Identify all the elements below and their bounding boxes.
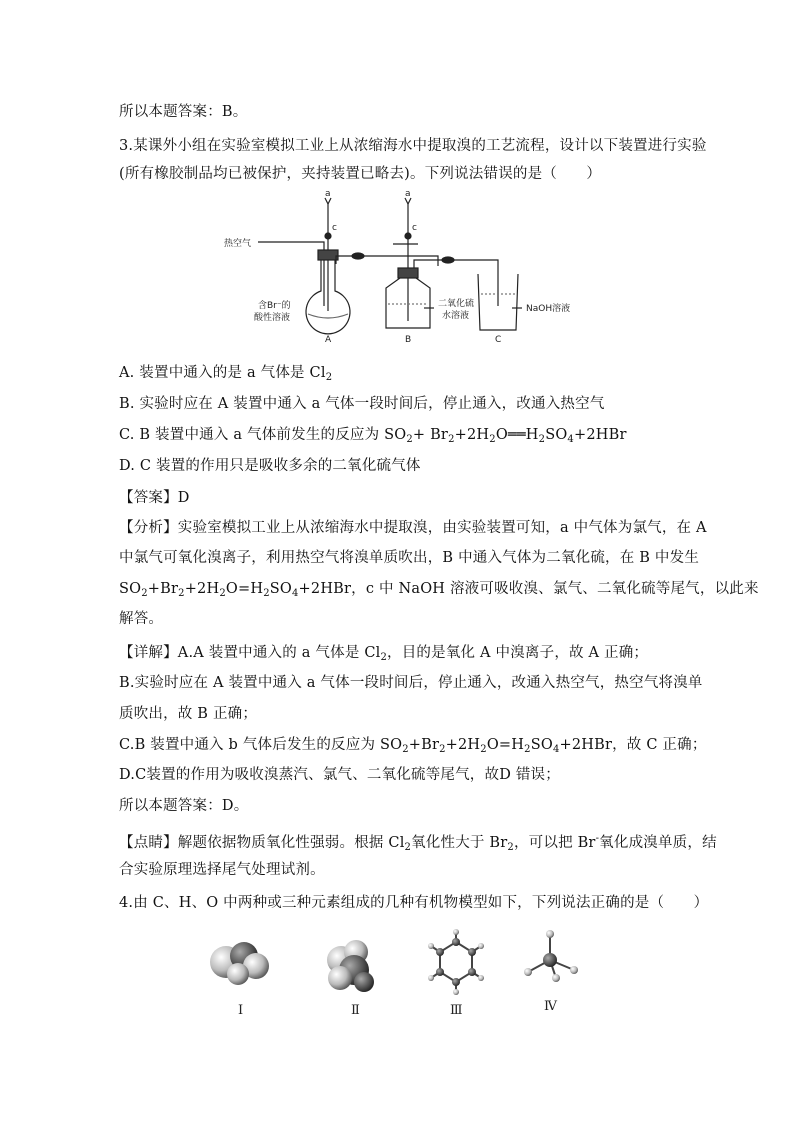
text: 【分析】实验室模拟工业上从浓缩海水中提取溴，由实验装置可知，a 中气体为氯气，在 A — [119, 520, 707, 536]
flask-a-stopper — [318, 250, 338, 260]
text: 4.由 C、H、O 中两种或三种元素组成的几种有机物模型如下，下列说法正确的是（ ） — [119, 895, 709, 911]
subscript: 2 — [404, 842, 412, 853]
label-B: B — [405, 335, 412, 345]
label-c: c — [332, 223, 337, 233]
molecular-models — [196, 930, 596, 1020]
text: 合实验原理选择尾气处理试剂。 — [119, 862, 325, 878]
tube-joint — [442, 257, 454, 263]
subscript: 2 — [538, 434, 546, 445]
subscript: 2 — [141, 588, 148, 599]
valve-icon — [405, 233, 411, 239]
tip-line2 — [119, 860, 325, 880]
text: SO — [530, 737, 553, 753]
subscript: 4 — [567, 434, 574, 445]
subscript: 4 — [291, 588, 299, 599]
subscript: 2 — [263, 588, 270, 599]
apparatus-diagram — [224, 189, 571, 346]
text: C. B 装置中通入 a 气体前发生的反应为 SO — [119, 427, 407, 443]
text: 氧化成溴单质，结 — [599, 835, 717, 851]
subscript: 2 — [325, 372, 333, 383]
text: C.B 装置中通入 b 气体后发生的反应为 SO — [119, 737, 403, 753]
detail-line4 — [119, 735, 707, 760]
detail-line5 — [119, 765, 560, 785]
text: O══H — [495, 427, 539, 443]
flask-a-liquid — [308, 314, 348, 318]
question-4-stem — [119, 893, 708, 913]
label-a: a — [325, 189, 331, 199]
question-3-stem-line1 — [119, 136, 707, 156]
text: 质吹出，故 B 正确； — [119, 706, 258, 722]
model-1 — [210, 942, 269, 985]
detail-line6 — [119, 796, 248, 816]
text: +2H — [184, 581, 220, 597]
text: 【详解】A.A 装置中通入的 a 气体是 Cl — [119, 645, 381, 661]
subscript: 4 — [552, 744, 560, 755]
subscript: 2 — [489, 434, 496, 445]
model-2 — [327, 940, 374, 992]
text: 中氯气可氧化溴离子，利用热空气将溴单质吹出，B 中通入气体为二氧化硫，在 B 中发生 — [119, 550, 700, 566]
text: SO — [119, 581, 142, 597]
subscript: 2 — [178, 588, 185, 599]
model-4 — [524, 930, 578, 982]
text: O=H — [486, 737, 525, 753]
option-d — [119, 456, 421, 476]
analysis-line2 — [119, 548, 699, 568]
detail-line2 — [119, 673, 703, 693]
detail-line3 — [119, 704, 257, 724]
bottle-label: 二氧化硫 — [438, 299, 475, 309]
text: +Br — [147, 581, 179, 597]
model-3 — [428, 929, 484, 995]
subscript: 2 — [507, 842, 514, 853]
question-3-stem-line2 — [119, 164, 601, 184]
text: D. C 装置的作用只是吸收多余的二氧化硫气体 — [119, 458, 421, 474]
tube-joint — [352, 253, 364, 259]
model-label-2: Ⅱ — [351, 1003, 360, 1018]
hot-air-label: 热空气 — [224, 239, 252, 249]
subscript: 2 — [480, 744, 487, 755]
subscript: 2 — [448, 434, 455, 445]
text: 所以本题答案：B。 — [119, 104, 248, 120]
subscript: 2 — [402, 744, 409, 755]
text: + Br — [412, 427, 449, 443]
model-label-1: Ⅰ — [238, 1003, 244, 1018]
text: 【点睛】解题依据物质氧化性强弱。根据 Cl — [119, 835, 405, 851]
subscript: 2 — [524, 744, 531, 755]
label-A: A — [325, 335, 332, 345]
text: 解答。 — [119, 611, 164, 627]
beaker-label: NaOH溶液 — [526, 304, 571, 314]
option-b — [119, 394, 605, 414]
analysis-line3 — [119, 579, 759, 604]
text: 【答案】D — [119, 490, 190, 506]
superscript: - — [595, 833, 600, 844]
text: 所以本题答案：D。 — [119, 798, 249, 814]
connecting-tube-ab — [336, 256, 438, 266]
label-c: c — [412, 223, 417, 233]
label-C: C — [495, 335, 502, 345]
text: (所有橡胶制品均已被保护，夹持装置已略去)。下列说法错误的是（ ） — [119, 166, 602, 182]
text: B.实验时应在 A 装置中通入 a 气体一段时间后，停止通入，改通入热空气，热空气将溴单 — [119, 675, 703, 691]
previous-answer-line — [119, 102, 247, 122]
subscript: 2 — [219, 588, 226, 599]
answer-line — [119, 488, 190, 508]
label-a: a — [405, 189, 411, 199]
subscript: 2 — [380, 652, 388, 663]
text: +2HBr，故 C 正确； — [559, 737, 707, 753]
option-a — [119, 363, 332, 388]
bottle-b-stopper — [398, 268, 418, 278]
text: 氧化性大于 Br — [411, 835, 508, 851]
text: B. 实验时应在 A 装置中通入 a 气体一段时间后，停止通入，改通入热空气 — [119, 396, 605, 412]
subscript: 2 — [439, 744, 446, 755]
text: SO — [269, 581, 292, 597]
text: +2H — [445, 737, 481, 753]
valve-icon — [325, 233, 331, 239]
text: D.C装置的作用为吸收溴蒸汽、氯气、二氧化硫等尾气，故D 错误； — [119, 767, 560, 783]
analysis-line1 — [119, 518, 707, 538]
model-label-4: Ⅳ — [544, 999, 557, 1014]
option-c — [119, 425, 627, 450]
detail-line1 — [119, 643, 648, 668]
text: +2HBr — [573, 427, 627, 443]
text: ，可以把 Br — [513, 835, 596, 851]
bottle-label: 水溶液 — [442, 311, 470, 321]
analysis-line4 — [119, 609, 163, 629]
text: SO — [545, 427, 568, 443]
tip-line1 — [119, 829, 717, 858]
text: ，目的是氧化 A 中溴离子，故 A 正确； — [387, 645, 649, 661]
model-label-3: Ⅲ — [450, 1003, 463, 1018]
flask-label: 酸性溶液 — [254, 313, 291, 323]
text: +Br — [408, 737, 440, 753]
text: O=H — [225, 581, 264, 597]
text: +2HBr，c 中 NaOH 溶液可吸收溴、氯气、二氧化硫等尾气，以此来 — [298, 581, 759, 597]
text: A. 装置中通入的是 a 气体是 Cl — [119, 365, 326, 381]
subscript: 2 — [406, 434, 413, 445]
flask-label: 含Br⁻的 — [258, 301, 291, 311]
text: 3.某课外小组在实验室模拟工业上从浓缩海水中提取溴的工艺流程，设计以下装置进行实验 — [119, 138, 707, 154]
text: +2H — [454, 427, 490, 443]
